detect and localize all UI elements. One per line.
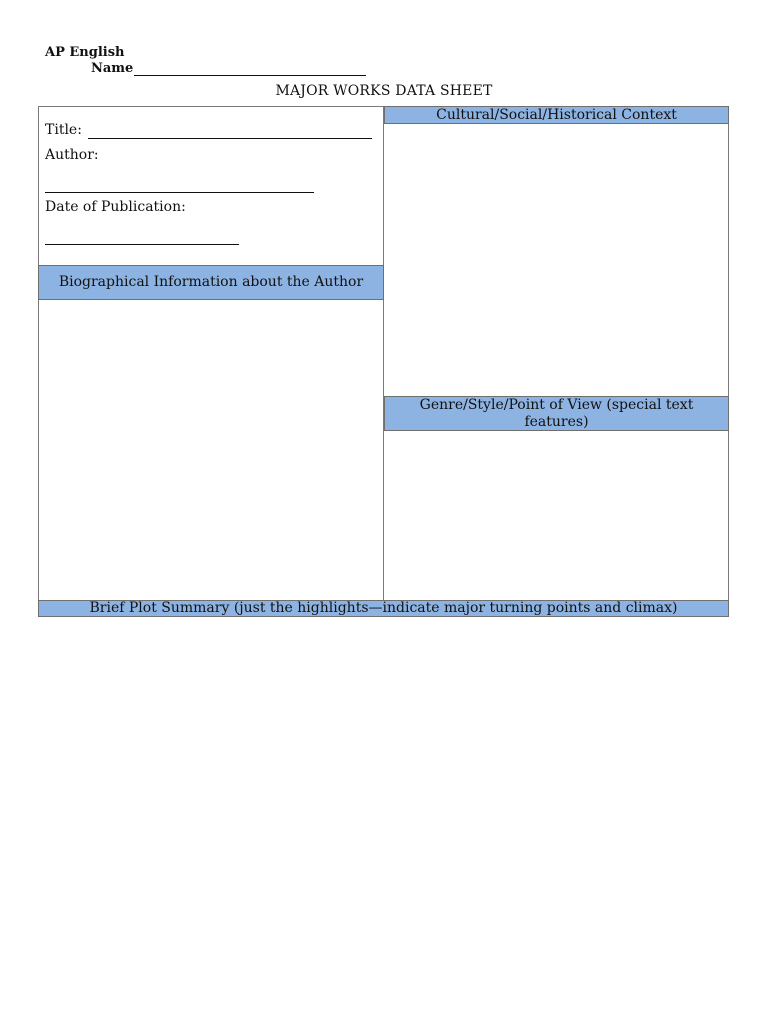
author-blank-row[interactable] xyxy=(45,176,372,193)
author-label: Author: xyxy=(45,147,99,163)
genre-style-header xyxy=(384,396,729,431)
title-row[interactable] xyxy=(45,122,372,139)
name-field[interactable] xyxy=(91,61,366,76)
author-row xyxy=(45,147,372,164)
date-blank-line[interactable] xyxy=(45,230,239,245)
title-blank-line[interactable] xyxy=(88,124,372,139)
cultural-context-header xyxy=(384,106,729,124)
cultural-context-label: Cultural/Social/Historical Context xyxy=(436,106,677,123)
biographical-info-label: Biographical Information about the Author xyxy=(58,274,364,290)
name-label: Name xyxy=(91,61,134,76)
genre-style-label: Genre/Style/Point of View (special text features) xyxy=(419,396,694,430)
date-blank-row[interactable] xyxy=(45,228,372,245)
course-label: AP English xyxy=(45,45,125,60)
date-row xyxy=(45,199,372,216)
date-label: Date of Publication: xyxy=(45,199,186,215)
page-title: MAJOR WORKS DATA SHEET xyxy=(275,83,493,99)
name-blank-line[interactable] xyxy=(134,63,366,76)
author-blank-line[interactable] xyxy=(45,178,314,193)
work-info-block xyxy=(45,122,372,245)
biographical-info-header xyxy=(38,265,384,300)
title-label: Title: xyxy=(45,122,82,138)
plot-summary-label: Brief Plot Summary (just the highlights—indicate major turning points and climax) xyxy=(89,600,678,616)
plot-summary-header xyxy=(38,600,729,617)
